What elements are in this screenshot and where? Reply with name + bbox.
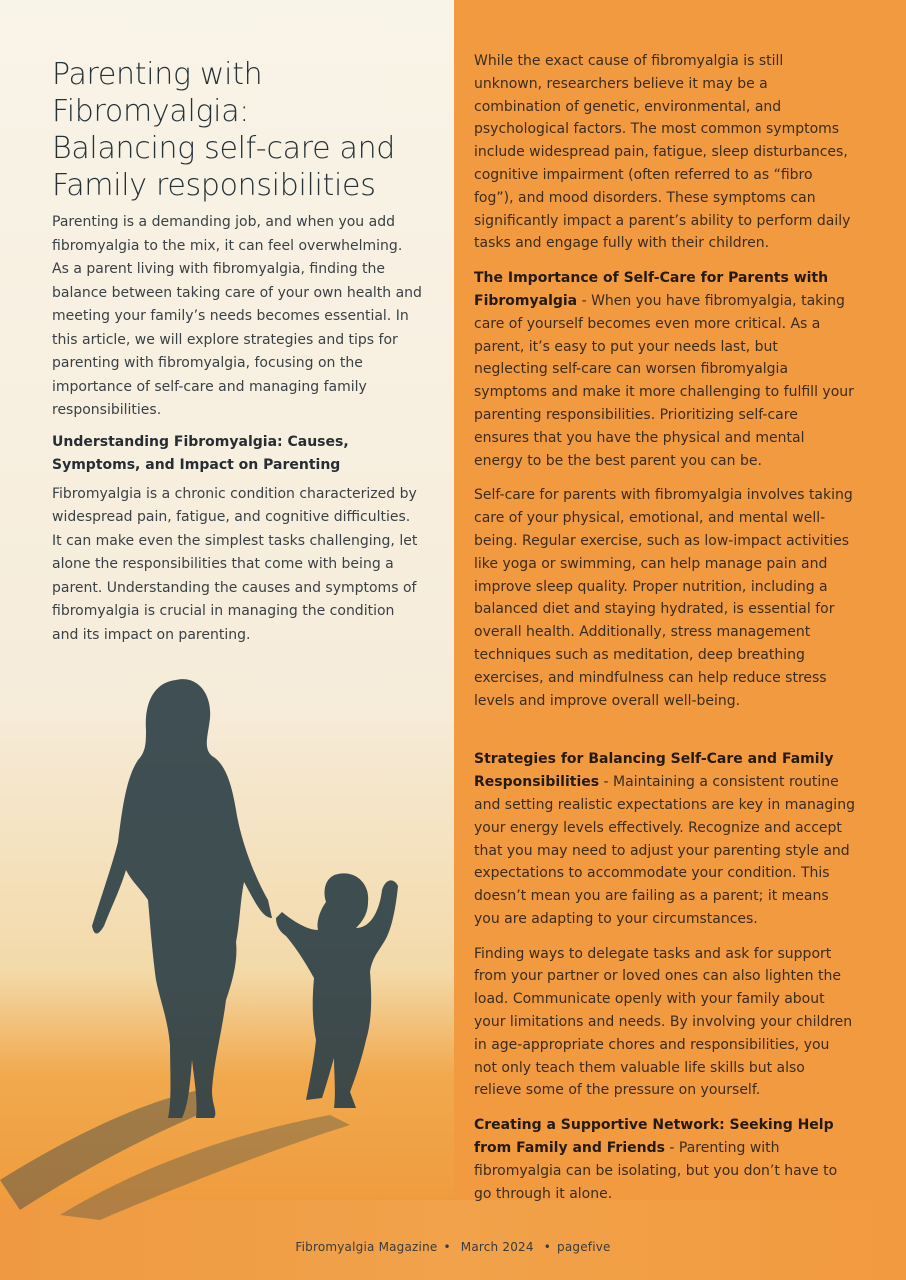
intro-paragraph: Parenting is a demanding job, and when you add fibromyalgia to the mix, it can feel overwhelming. As a parent living with fibromyalgia, finding the balance between taking care of your own health and meeting your family’s needs becomes essential. In this article, we will explore strategies and tips for parenting with fibromyalgia, focusing on the importance of self-care and managing family responsibilities. xyxy=(52,214,422,418)
title-line: Parenting with xyxy=(52,57,263,92)
strategies-section xyxy=(474,748,855,930)
article-title xyxy=(52,56,432,204)
title-line: Family responsibilities xyxy=(52,168,376,203)
right-column xyxy=(474,50,855,1217)
section-heading-strategies: Strategies for Balancing Self-Care and Family Responsibilities xyxy=(474,751,834,791)
section-heading-self-care: The Importance of Self-Care for Parents with Fibromyalgia xyxy=(474,270,829,309)
title-line: Fibromyalgia: xyxy=(52,94,250,129)
causes-paragraph: While the exact cause of fibromyalgia is still unknown, researchers believe it may be a combination of genetic, environmental, and psychological factors. The most common symptoms include widespread pain, fatigue, sleep disturbances, cognitive impairment (often referred to as “fibro fog”), and mood disorders. These symptoms can significantly impact a parent’s ability to perform daily tasks and engage fully with their children. xyxy=(474,53,851,252)
left-column xyxy=(52,211,422,655)
self-care-text: - When you have fibromyalgia, taking care of yourself becomes even more critical. As a parent, it’s easy to put your needs last, but neglecting self-care can worsen fibromyalgia symptoms and make it more challenging to fulfill your parenting responsibilities. Prioritizing self-care ensures that you have the physical and mental energy to be the best parent you can be. xyxy=(474,292,854,469)
mother-child-silhouette-illustration xyxy=(0,660,454,1220)
footer-separator: • xyxy=(543,1240,551,1254)
support-network-section xyxy=(474,1114,855,1205)
strategies-text: - Maintaining a consistent routine and setting realistic expectations are key in managing your energy levels effectively. Recognize and accept that you may need to adjust your parenting style and expectations to accommodate your condition. This doesn’t mean you are failing as a parent; it means you are adapting to your circumstances. xyxy=(474,774,855,927)
section-heading-support-network: Creating a Supportive Network: Seeking Help from Family and Friends xyxy=(474,1117,834,1157)
section-heading-understanding: Understanding Fibromyalgia: Causes, Symptoms, and Impact on Parenting xyxy=(52,433,349,473)
support-network-text: - Parenting with fibromyalgia can be isolating, but you don’t have to go through it alone. xyxy=(474,1140,838,1202)
footer-date: March 2024 xyxy=(460,1240,534,1254)
understanding-paragraph: Fibromyalgia is a chronic condition characterized by widespread pain, fatigue, and cognitive difficulties. It can make even the simplest tasks challenging, let alone the responsibilities that come with being a parent. Understanding the causes and symptoms of fibromyalgia is crucial in managing the condition and its impact on parenting. xyxy=(52,485,418,643)
footer-separator: • xyxy=(443,1240,451,1254)
section-gap xyxy=(474,724,855,748)
mother-figure xyxy=(92,679,272,1118)
title-line: Balancing self-care and xyxy=(52,131,396,166)
footer-page-prefix: page xyxy=(557,1240,588,1254)
self-care-details-paragraph: Self-care for parents with fibromyalgia involves taking care of your physical, emotional, and mental well-being. Regular exercise, such as low-impact activities like yoga or swimming, can help manage pain and improve sleep quality. Proper nutrition, including a balanced diet and staying hydrated, is essential for overall health. Additionally, stress management techniques such as meditation, deep breathing exercises, and mindfulness can help reduce stress levels and improve overall well-being. xyxy=(474,487,853,709)
self-care-section xyxy=(474,267,855,472)
child-figure xyxy=(276,873,398,1108)
page-footer xyxy=(0,1240,906,1254)
footer-page-number: five xyxy=(587,1240,611,1254)
footer-page-label xyxy=(557,1240,611,1254)
delegate-paragraph: Finding ways to delegate tasks and ask for support from your partner or loved ones can also lighten the load. Communicate openly with your family about your limitations and needs. By involving your children in age-appropriate chores and responsibilities, you not only teach them valuable life skills but also relieve some of the pressure on yourself. xyxy=(474,945,853,1099)
footer-magazine-name: Fibromyalgia Magazine xyxy=(295,1240,438,1254)
